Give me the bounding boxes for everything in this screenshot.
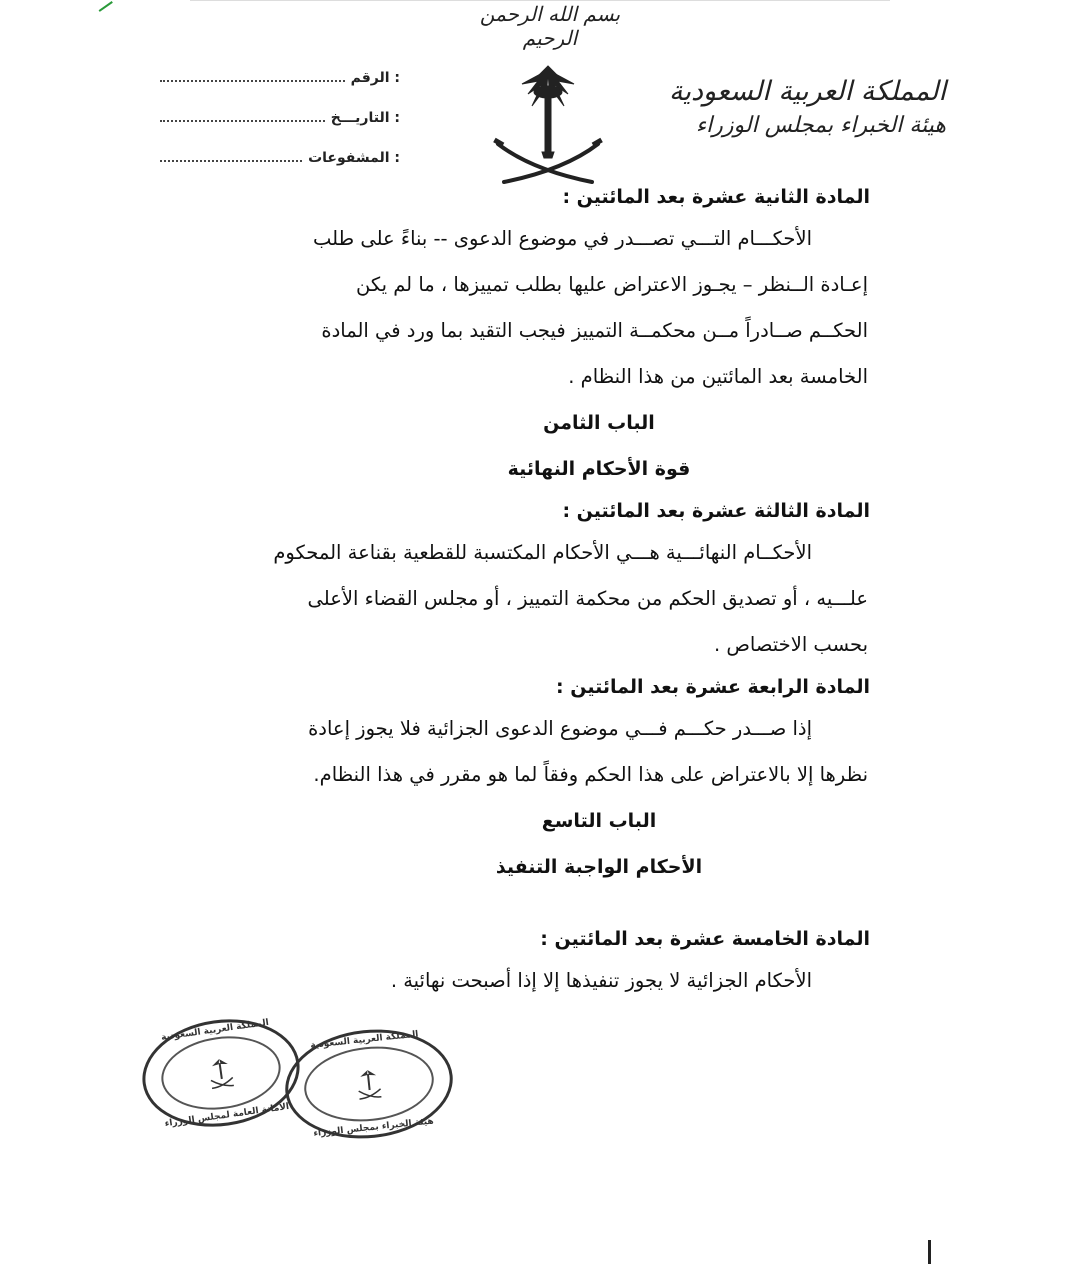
article-213-line-3: بحسب الاختصاص . <box>713 633 868 656</box>
kingdom-name: المملكة العربية السعودية <box>668 76 946 107</box>
bottom-edge-mark <box>928 1240 931 1264</box>
meta-dots-date <box>160 110 325 122</box>
meta-label-date: التاريـــخ : <box>330 110 400 126</box>
stamp-2-top-text: المملكة العربية السعودية <box>309 1029 419 1051</box>
meta-row-number <box>160 70 400 110</box>
letterhead-org <box>656 74 946 142</box>
stamp-1-bottom-text: الأمانة العامة لمجلس الوزراء <box>164 1101 290 1130</box>
meta-fields <box>160 70 400 190</box>
chapter-8-title: الباب الثامن <box>543 412 655 434</box>
meta-label-attachments: المشفوعات : <box>308 150 400 166</box>
stamp-2-bottom-text: هيئة الخبراء بمجلس الوزراء <box>313 1116 435 1140</box>
top-edge-rule <box>190 0 890 1</box>
article-214-heading: المادة الرابعة عشرة بعد المائتين : <box>556 676 870 698</box>
article-215-line-1: الأحكام الجزائية لا يجوز تنفيذها إلا إذا أصبحت نهائية . <box>390 969 812 992</box>
section-gap <box>220 890 868 920</box>
experts-commission-stamp <box>280 1022 458 1147</box>
article-213-text <box>220 530 868 668</box>
meta-dots-number <box>160 70 345 82</box>
authority-name: هيئة الخبراء بمجلس الوزراء <box>695 113 946 138</box>
stamp-1-top-text: المملكة العربية السعودية <box>160 1017 270 1043</box>
document-body <box>220 178 868 1004</box>
article-215-heading: المادة الخامسة عشرة بعد المائتين : <box>540 928 870 950</box>
article-214-text <box>220 706 868 798</box>
meta-dots-attachments <box>160 150 302 162</box>
article-212-text <box>220 216 868 400</box>
article-213-line-2: علـــيه ، أو تصديق الحكم من محكمة التمييز ، أو مجلس القضاء الأعلى <box>307 587 868 610</box>
chapter-8-subtitle: قوة الأحكام النهائية <box>507 458 691 480</box>
article-212-line-4: الخامسة بعد المائتين من هذا النظام . <box>568 365 868 388</box>
chapter-9-title: الباب التاسع <box>541 810 657 832</box>
article-212-line-2: إعـادة الــنظر – يجـوز الاعتراض عليها بطلب تمييزها ، ما لم يكن <box>355 273 868 296</box>
meta-label-number: الرقم : <box>350 70 400 86</box>
stamp-palm-icon <box>206 1055 236 1090</box>
stamp-palm-icon <box>354 1067 383 1102</box>
corner-mark-icon <box>95 0 113 12</box>
chapter-9-subtitle: الأحكام الواجبة التنفيذ <box>495 856 703 878</box>
saudi-emblem-icon <box>492 62 604 188</box>
article-215-text <box>220 958 868 1004</box>
article-214-line-1: إذا صـــدر حكـــم فـــي موضوع الدعوى الجزائية فلا يجوز إعادة <box>308 717 812 740</box>
basmala: بسم الله الرحمن الرحيم <box>479 2 621 50</box>
general-secretariat-stamp <box>135 1010 306 1137</box>
article-213-line-1: الأحكــام النهائـــية هـــي الأحكام المكتسبة للقطعية بقناعة المحكوم <box>273 541 812 564</box>
meta-row-date <box>160 110 400 150</box>
article-212-line-3: الحكــم صــادراً مــن محكمــة التمييز فيجب التقيد بما ورد في المادة <box>321 319 868 342</box>
article-214-line-2: نظرها إلا بالاعتراض على هذا الحكم وفقاً لما هو مقرر في هذا النظام. <box>313 763 868 786</box>
article-213-heading: المادة الثالثة عشرة بعد المائتين : <box>562 500 870 522</box>
article-212-line-1: الأحكـــام التـــي تصـــدر في موضوع الدعوى -- بناءً على طلب <box>313 227 812 250</box>
article-212-heading: المادة الثانية عشرة بعد المائتين : <box>562 186 870 208</box>
